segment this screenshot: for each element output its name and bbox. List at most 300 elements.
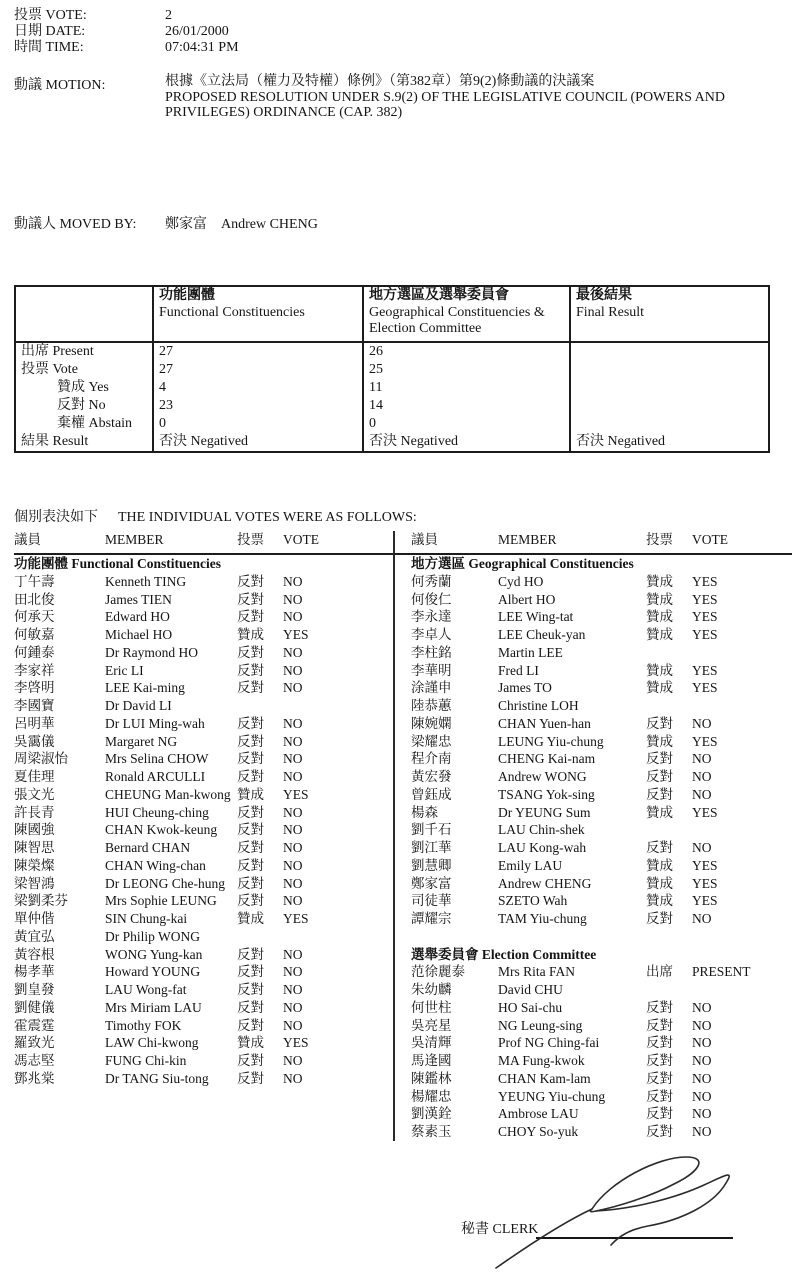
- member-name-en: WONG Yung-kan: [105, 946, 203, 962]
- vote-en: NO: [283, 804, 303, 820]
- member-name-en: Ambrose LAU: [498, 1106, 579, 1122]
- summary-row-label: 贊成 Yes: [57, 379, 109, 395]
- intro-en: THE INDIVIDUAL VOTES WERE AS FOLLOWS:: [118, 510, 417, 525]
- vote-en: PRESENT: [692, 964, 751, 980]
- section-title-election-committee: 選舉委員會 Election Committee: [411, 946, 597, 962]
- summary-cell-functional: 0: [152, 415, 362, 433]
- summary-row-label: 反對 No: [57, 397, 106, 413]
- vote-zh: 反對: [646, 999, 673, 1015]
- vote-en: YES: [692, 573, 718, 589]
- motion-text-en: PROPOSED RESOLUTION UNDER S.9(2) OF THE LEGISLATIVE COUNCIL (POWERS AND PRIVILEGES) ORDINANCE (CAP. 382): [165, 89, 726, 121]
- col-header-vote-zh: 投票: [237, 532, 264, 547]
- date-value: 26/01/2000: [165, 24, 229, 39]
- vote-zh: 反對: [646, 1070, 673, 1086]
- summary-header-blank: [16, 287, 152, 341]
- member-name-zh: 馮志堅: [14, 1053, 55, 1068]
- member-name-zh: 梁耀忠: [411, 733, 452, 749]
- vote-zh: 反對: [646, 1017, 673, 1033]
- member-name-zh: 劉皇發: [14, 982, 55, 997]
- summary-cell-final: [569, 415, 768, 433]
- individual-votes-intro: [14, 509, 417, 526]
- vote-en: NO: [283, 1053, 303, 1068]
- vote-zh: 贊成: [237, 911, 264, 926]
- member-name-zh: 陳國強: [14, 822, 55, 838]
- summary-row-label: 出席 Present: [21, 343, 94, 359]
- vote-zh: 反對: [237, 591, 264, 607]
- vote-en: NO: [283, 769, 303, 784]
- vote-en: YES: [692, 662, 718, 678]
- member-name-en: Martin LEE: [498, 644, 563, 660]
- member-name-en: Eric LI: [105, 662, 144, 678]
- member-name-zh: 劉健儀: [14, 999, 55, 1015]
- vote-zh: 反對: [237, 662, 264, 678]
- member-name-zh: 李卓人: [411, 627, 452, 642]
- vote-en: NO: [283, 573, 303, 589]
- vote-zh: 贊成: [646, 804, 673, 820]
- member-name-zh: 何鍾泰: [14, 644, 55, 660]
- vote-zh: 反對: [237, 857, 264, 873]
- vote-en: NO: [283, 680, 303, 696]
- member-name-en: SZETO Wah: [498, 893, 568, 909]
- summary-header-geographical: 地方選區及選舉委員會 Geographical Constituencies & Election Committee: [362, 287, 569, 341]
- member-table-header-left: [14, 531, 393, 555]
- vote-zh: 反對: [237, 573, 264, 589]
- member-name-en: LAU Chin-shek: [498, 822, 585, 838]
- member-name-en: Cyd HO: [498, 573, 544, 589]
- vote-en: YES: [283, 627, 309, 642]
- vote-en: NO: [692, 1035, 712, 1051]
- member-name-en: Dr YEUNG Sum: [498, 804, 591, 820]
- member-name-zh: 鄧兆棠: [14, 1070, 55, 1086]
- member-name-zh: 何承天: [14, 609, 55, 625]
- summary-header-final: 最後結果 Final Result: [569, 287, 768, 341]
- vote-label: 投票 VOTE:: [14, 8, 87, 23]
- member-name-zh: 何世柱: [411, 999, 452, 1015]
- member-name-zh: 梁劉柔芬: [14, 893, 68, 909]
- summary-cell-final: [569, 343, 768, 361]
- summary-cell-functional: 4: [152, 379, 362, 397]
- vote-en: YES: [283, 786, 309, 802]
- vote-zh: 贊成: [646, 733, 673, 749]
- col-header-member-en: MEMBER: [105, 532, 164, 547]
- member-name-en: FUNG Chi-kin: [105, 1053, 187, 1068]
- vote-zh: 反對: [646, 1124, 673, 1139]
- vote-en: NO: [283, 1070, 303, 1086]
- time-value: 07:04:31 PM: [165, 40, 239, 55]
- vote-en: NO: [283, 751, 303, 767]
- member-name-zh: 許長青: [14, 804, 55, 820]
- vote-zh: 反對: [237, 733, 264, 749]
- vote-en: NO: [283, 822, 303, 838]
- functional-member-rows: [14, 573, 393, 1088]
- member-name-zh: 楊耀忠: [411, 1088, 452, 1104]
- vote-zh: 反對: [646, 911, 673, 926]
- member-name-en: TSANG Yok-sing: [498, 786, 595, 802]
- member-name-zh: 梁智鴻: [14, 875, 55, 891]
- intro-zh: 個別表決如下: [14, 510, 98, 525]
- vote-zh: 反對: [237, 822, 264, 838]
- vote-en: YES: [692, 733, 718, 749]
- geographical-member-rows: [411, 573, 792, 928]
- vote-en: NO: [283, 591, 303, 607]
- summary-cell-functional: 23: [152, 397, 362, 415]
- member-name-en: LEE Wing-tat: [498, 609, 574, 625]
- member-name-en: Mrs Sophie LEUNG: [105, 893, 217, 909]
- individual-votes-columns: [14, 531, 792, 1141]
- vote-zh: 贊成: [646, 627, 673, 642]
- member-name-zh: 吳靄儀: [14, 733, 55, 749]
- col-header-vote-zh: 投票: [646, 532, 673, 547]
- member-name-zh: 李啓明: [14, 680, 55, 696]
- vote-en: NO: [692, 999, 712, 1015]
- vote-zh: 反對: [646, 1035, 673, 1051]
- vote-en: NO: [283, 982, 303, 997]
- summary-row-label: 投票 Vote: [21, 361, 78, 377]
- col-header-vote-en: VOTE: [692, 532, 728, 547]
- member-name-en: LAU Wong-fat: [105, 982, 187, 997]
- vote-zh: 反對: [237, 680, 264, 696]
- motion-text-zh: 根據《立法局（權力及特權）條例》（第382章）第9(2)條動議的決議案: [165, 74, 595, 89]
- vote-zh: [646, 644, 692, 662]
- vote-en: NO: [692, 1088, 712, 1104]
- member-name-en: CHAN Yuen-han: [498, 715, 591, 731]
- member-name-en: Emily LAU: [498, 857, 563, 873]
- member-name-zh: 丁午壽: [14, 573, 55, 589]
- vote-en: NO: [692, 751, 712, 767]
- member-name-en: Margaret NG: [105, 733, 178, 749]
- member-name-zh: 譚耀宗: [411, 911, 452, 926]
- member-name-zh: 霍震霆: [14, 1017, 55, 1033]
- summary-cell-geographical: 25: [362, 361, 569, 379]
- col-header-member-en: MEMBER: [498, 532, 557, 547]
- member-name-zh: 何敏嘉: [14, 627, 55, 642]
- summary-cell-geographical: 否決 Negatived: [362, 433, 569, 451]
- member-name-zh: 涂謹申: [411, 680, 452, 696]
- section-title-geographical: 地方選區 Geographical Constituencies: [411, 556, 634, 571]
- member-name-zh: 李華明: [411, 662, 452, 678]
- moved-by-row: [14, 217, 318, 233]
- vote-zh: 反對: [646, 1088, 673, 1104]
- member-name-zh: 陳婉嫻: [411, 715, 452, 731]
- member-name-zh: 田北俊: [14, 591, 55, 607]
- vote-en: NO: [692, 769, 712, 784]
- vote-zh: [646, 981, 692, 999]
- vote-en: [283, 928, 393, 946]
- member-name-zh: 吳清輝: [411, 1035, 452, 1051]
- member-name-en: David CHU: [498, 982, 563, 997]
- vote-zh: 贊成: [646, 893, 673, 909]
- vote-en: YES: [692, 627, 718, 642]
- moved-by-value: 鄭家富 Andrew CHENG: [165, 217, 318, 232]
- vote-zh: 反對: [237, 875, 264, 891]
- member-name-en: Howard YOUNG: [105, 964, 201, 980]
- vote-en: NO: [283, 893, 303, 909]
- time-label: 時間 TIME:: [14, 40, 84, 55]
- vote-en: NO: [283, 857, 303, 873]
- vote-en: NO: [283, 1017, 303, 1033]
- vote-zh: 贊成: [646, 609, 673, 625]
- vote-zh: 反對: [237, 804, 264, 820]
- summary-cell-final: [569, 397, 768, 415]
- summary-cell-functional: 否決 Negatived: [152, 433, 362, 451]
- vote-en: NO: [692, 786, 712, 802]
- vote-zh: [646, 821, 692, 839]
- member-name-zh: 李柱銘: [411, 644, 452, 660]
- member-name-zh: 陳鑑林: [411, 1070, 452, 1086]
- member-name-en: Bernard CHAN: [105, 840, 191, 855]
- member-name-en: Mrs Selina CHOW: [105, 751, 209, 767]
- motion-text: [165, 74, 787, 121]
- member-name-en: HUI Cheung-ching: [105, 804, 209, 820]
- member-name-en: Mrs Miriam LAU: [105, 999, 202, 1015]
- member-name-zh: 陳榮燦: [14, 857, 55, 873]
- member-name-en: SIN Chung-kai: [105, 911, 188, 926]
- vote-en: [692, 821, 792, 839]
- member-name-zh: 陳智思: [14, 840, 55, 855]
- member-name-zh: 周梁淑怡: [14, 751, 68, 767]
- col-header-vote-en: VOTE: [283, 532, 319, 547]
- vote-en: YES: [692, 857, 718, 873]
- date-row: [14, 24, 229, 40]
- member-table-header-right: [395, 531, 792, 555]
- member-name-en: Dr David LI: [105, 698, 172, 713]
- summary-table-body: [16, 343, 768, 451]
- vote-en: NO: [283, 609, 303, 625]
- member-name-zh: 李國寶: [14, 698, 55, 713]
- vote-zh: [237, 928, 283, 946]
- member-name-en: Michael HO: [105, 627, 173, 642]
- member-name-zh: 呂明華: [14, 715, 55, 731]
- member-name-en: LAW Chi-kwong: [105, 1035, 199, 1051]
- member-name-en: Dr TANG Siu-tong: [105, 1070, 209, 1086]
- vote-zh: 贊成: [646, 573, 673, 589]
- member-name-zh: 蔡素玉: [411, 1124, 452, 1139]
- vote-en: NO: [283, 875, 303, 891]
- date-label: 日期 DATE:: [14, 24, 86, 39]
- vote-zh: [646, 697, 692, 715]
- summary-cell-final: [569, 361, 768, 379]
- vote-zh: 贊成: [237, 786, 264, 802]
- vote-zh: 反對: [646, 769, 673, 784]
- member-name-zh: 張文光: [14, 786, 55, 802]
- col-header-member-zh: 議員: [411, 532, 438, 547]
- vote-zh: 反對: [646, 1106, 673, 1122]
- member-name-en: MA Fung-kwok: [498, 1053, 585, 1068]
- member-name-zh: 陸恭蕙: [411, 698, 452, 713]
- member-name-zh: 程介南: [411, 751, 452, 767]
- vote-en: [692, 981, 792, 999]
- member-name-en: CHAN Wing-chan: [105, 857, 206, 873]
- vote-zh: 反對: [237, 999, 264, 1015]
- member-name-en: YEUNG Yiu-chung: [498, 1088, 606, 1104]
- col-header-member-zh: 議員: [14, 532, 41, 547]
- member-name-zh: 黃宜弘: [14, 928, 55, 944]
- vote-en: YES: [283, 911, 309, 926]
- vote-en: NO: [692, 911, 712, 926]
- vote-en: YES: [692, 680, 718, 696]
- vote-zh: 反對: [646, 715, 673, 731]
- member-name-en: LAU Kong-wah: [498, 840, 587, 855]
- time-row: [14, 40, 239, 56]
- vote-zh: 反對: [237, 946, 264, 962]
- member-name-zh: 劉江華: [411, 840, 452, 855]
- vote-zh: 反對: [646, 751, 673, 767]
- vote-en: YES: [692, 591, 718, 607]
- clerk-label: 秘書 CLERK: [461, 1222, 539, 1237]
- summary-cell-final: 否決 Negatived: [569, 433, 768, 451]
- member-name-zh: 李永達: [411, 609, 452, 625]
- summary-row-label: 棄權 Abstain: [57, 415, 133, 431]
- member-name-zh: 單仲偕: [14, 911, 55, 926]
- member-name-en: Christine LOH: [498, 698, 579, 713]
- member-name-en: TAM Yiu-chung: [498, 911, 587, 926]
- vote-zh: 贊成: [237, 1035, 264, 1051]
- member-name-zh: 李家祥: [14, 662, 55, 678]
- member-name-en: Dr LEONG Che-hung: [105, 875, 225, 891]
- member-name-zh: 鄭家富: [411, 875, 452, 891]
- member-name-zh: 楊森: [411, 804, 438, 820]
- member-name-zh: 夏佳理: [14, 769, 55, 784]
- member-name-zh: 司徒華: [411, 893, 452, 909]
- summary-header-functional: 功能團體 Functional Constituencies: [152, 287, 362, 341]
- summary-cell-functional: 27: [152, 343, 362, 361]
- summary-table-header: [16, 287, 768, 343]
- vote-en: NO: [283, 644, 303, 660]
- member-name-en: CHENG Kai-nam: [498, 751, 596, 767]
- summary-cell-geographical: 11: [362, 379, 569, 397]
- member-name-en: LEE Cheuk-yan: [498, 627, 586, 642]
- member-name-en: James TIEN: [105, 591, 172, 607]
- vote-zh: 贊成: [646, 680, 673, 696]
- member-name-zh: 曾鈺成: [411, 786, 452, 802]
- vote-en: YES: [692, 875, 718, 891]
- member-name-en: Kenneth TING: [105, 573, 187, 589]
- member-name-zh: 劉漢銓: [411, 1106, 452, 1122]
- vote-zh: 反對: [237, 982, 264, 997]
- member-name-zh: 黃宏發: [411, 769, 452, 784]
- vote-zh: [237, 697, 283, 715]
- vote-en: NO: [692, 1053, 712, 1068]
- election-committee-member-rows: [411, 963, 792, 1141]
- vote-zh: 反對: [237, 1017, 264, 1033]
- member-name-en: Dr Raymond HO: [105, 644, 198, 660]
- vote-en: NO: [692, 1106, 712, 1122]
- vote-zh: 反對: [237, 644, 264, 660]
- vote-zh: 反對: [237, 751, 264, 767]
- member-name-en: Mrs Rita FAN: [498, 964, 576, 980]
- vote-zh: 反對: [237, 715, 264, 731]
- member-name-zh: 馬逢國: [411, 1053, 452, 1068]
- summary-cell-geographical: 26: [362, 343, 569, 361]
- member-column-right: [393, 531, 792, 1141]
- vote-en: [692, 697, 792, 715]
- vote-en: NO: [692, 715, 712, 731]
- summary-cell-final: [569, 379, 768, 397]
- vote-zh: 贊成: [237, 627, 264, 642]
- member-name-en: Timothy FOK: [105, 1017, 182, 1033]
- vote-en: YES: [692, 609, 718, 625]
- member-name-en: CHAN Kam-lam: [498, 1070, 591, 1086]
- member-name-en: James TO: [498, 680, 552, 696]
- vote-zh: 反對: [237, 609, 264, 625]
- member-name-zh: 劉慧卿: [411, 857, 452, 873]
- member-name-zh: 范徐麗泰: [411, 964, 465, 980]
- summary-cell-geographical: 14: [362, 397, 569, 415]
- member-name-en: Dr Philip WONG: [105, 928, 201, 944]
- vote-en: NO: [692, 1124, 712, 1139]
- member-name-zh: 楊孝華: [14, 964, 55, 980]
- summary-row-label: 結果 Result: [21, 433, 89, 449]
- vote-zh: 反對: [237, 1053, 264, 1068]
- summary-cell-geographical: 0: [362, 415, 569, 433]
- vote-zh: 反對: [237, 964, 264, 980]
- member-name-en: Ronald ARCULLI: [105, 769, 206, 784]
- vote-en: NO: [283, 733, 303, 749]
- member-name-en: NG Leung-sing: [498, 1017, 583, 1033]
- section-title-functional: 功能團體 Functional Constituencies: [14, 556, 222, 571]
- signature-icon: [478, 1148, 734, 1274]
- member-name-zh: 吳亮星: [411, 1017, 452, 1033]
- vote-en: [283, 697, 393, 715]
- vote-zh: 反對: [646, 1053, 673, 1068]
- member-name-en: Albert HO: [498, 591, 556, 607]
- member-name-en: Andrew WONG: [498, 769, 587, 784]
- vote-en: [692, 644, 792, 662]
- member-name-zh: 劉千石: [411, 822, 452, 838]
- vote-en: NO: [283, 715, 303, 731]
- vote-en: YES: [692, 804, 718, 820]
- vote-zh: 反對: [646, 786, 673, 802]
- vote-zh: 反對: [237, 893, 264, 909]
- member-name-en: Prof NG Ching-fai: [498, 1035, 600, 1051]
- vote-zh: 反對: [237, 840, 264, 855]
- member-name-zh: 何秀蘭: [411, 573, 452, 589]
- vote-en: NO: [283, 964, 303, 980]
- vote-en: NO: [283, 946, 303, 962]
- vote-zh: 反對: [646, 840, 673, 855]
- member-name-en: LEUNG Yiu-chung: [498, 733, 604, 749]
- vote-zh: 反對: [237, 1070, 264, 1086]
- member-name-en: Andrew CHENG: [498, 875, 592, 891]
- vote-en: YES: [283, 1035, 309, 1051]
- member-name-en: Edward HO: [105, 609, 170, 625]
- motion-label: 動議 MOTION:: [14, 78, 106, 93]
- vote-zh: 贊成: [646, 662, 673, 678]
- summary-cell-functional: 27: [152, 361, 362, 379]
- vote-zh: 反對: [237, 769, 264, 784]
- vote-zh: 贊成: [646, 875, 673, 891]
- vote-en: NO: [283, 662, 303, 678]
- member-name-zh: 何俊仁: [411, 591, 452, 607]
- vote-zh: 贊成: [646, 857, 673, 873]
- vote-en: NO: [283, 999, 303, 1015]
- vote-en: NO: [692, 1070, 712, 1086]
- member-name-en: CHOY So-yuk: [498, 1124, 579, 1139]
- vote-zh: 贊成: [646, 591, 673, 607]
- moved-by-label: 動議人 MOVED BY:: [14, 217, 137, 232]
- member-name-zh: 朱幼麟: [411, 982, 452, 997]
- member-name-zh: 黃容根: [14, 946, 55, 962]
- member-name-en: Fred LI: [498, 662, 539, 678]
- vote-en: NO: [692, 1017, 712, 1033]
- summary-table: [14, 285, 770, 453]
- vote-en: NO: [283, 840, 303, 855]
- member-name-zh: 羅致光: [14, 1035, 55, 1051]
- member-name-en: CHAN Kwok-keung: [105, 822, 218, 838]
- vote-en: NO: [692, 840, 712, 855]
- vote-value: 2: [165, 8, 172, 23]
- vote-en: YES: [692, 893, 718, 909]
